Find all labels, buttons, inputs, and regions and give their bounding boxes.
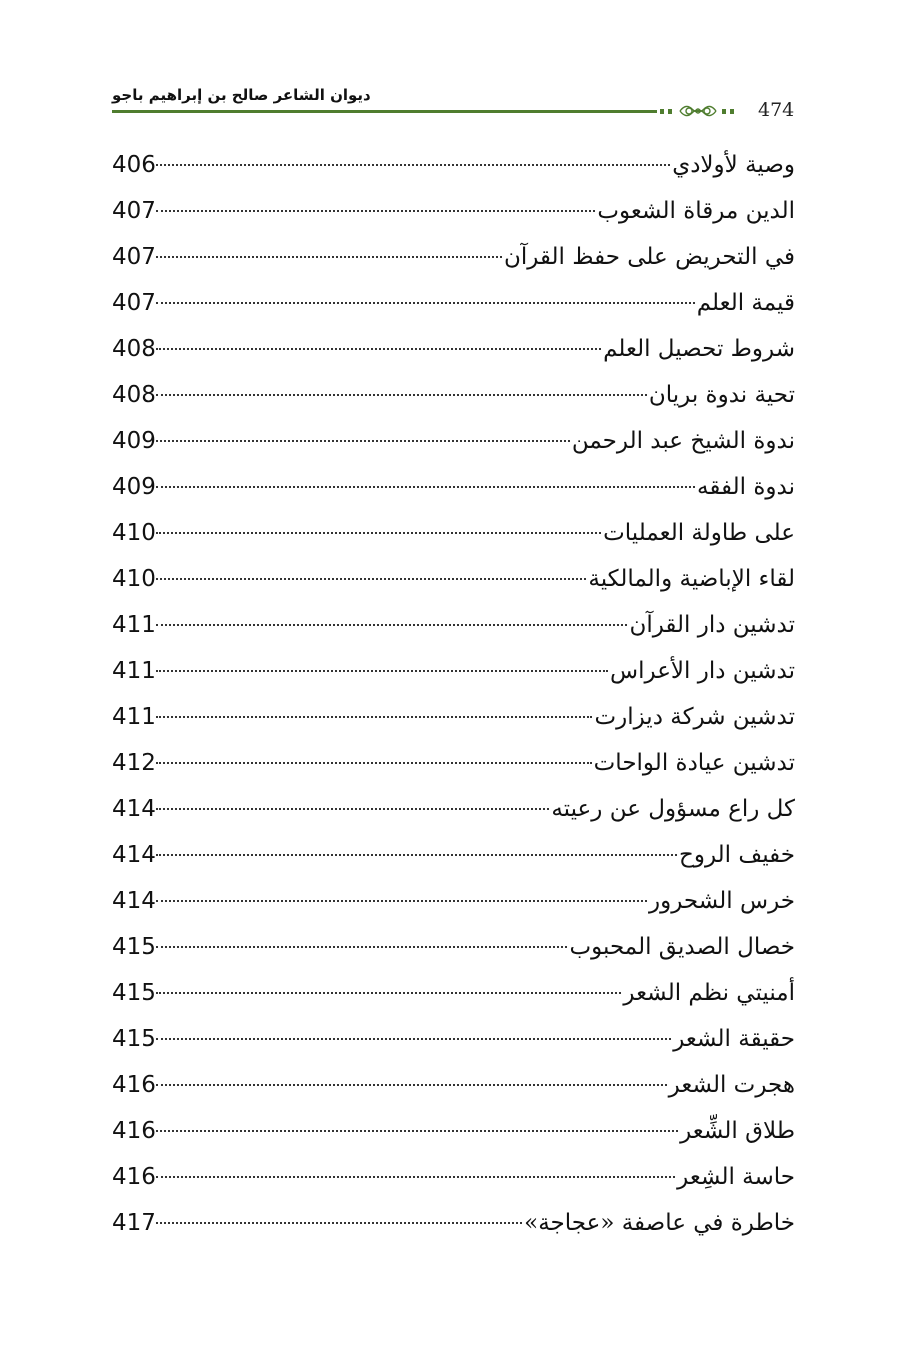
dot-leader (156, 1129, 678, 1132)
toc-entry-page: 417 (112, 1210, 156, 1236)
toc-entry-page: 416 (112, 1072, 156, 1098)
toc-entry-page: 416 (112, 1118, 156, 1144)
toc-entry-page: 414 (112, 888, 156, 914)
header-dashes-right (722, 109, 738, 114)
dot-leader (156, 531, 601, 534)
dot-leader (156, 209, 595, 212)
toc-entry (112, 786, 795, 832)
toc-entry-page: 408 (112, 336, 156, 362)
dot-leader (156, 761, 592, 764)
toc-entry-title: تدشين عيادة الواحات (593, 750, 795, 776)
toc-entry (112, 1016, 795, 1062)
toc-entry-title: تحية ندوة بريان (648, 382, 795, 408)
table-of-contents (112, 142, 795, 1246)
toc-entry-page: 412 (112, 750, 156, 776)
toc-entry-page: 415 (112, 934, 156, 960)
toc-entry (112, 234, 795, 280)
toc-entry-page: 408 (112, 382, 156, 408)
toc-entry-page: 411 (112, 704, 156, 730)
header-dashes-left (660, 109, 676, 114)
header-rule (112, 110, 657, 113)
dot-leader (156, 945, 567, 948)
dot-leader (156, 899, 647, 902)
toc-entry-title: تدشين دار القرآن (629, 612, 795, 638)
toc-entry-title: تدشين دار الأعراس (610, 658, 795, 684)
toc-entry (112, 602, 795, 648)
running-header (112, 80, 795, 126)
toc-entry-title: طلاق الشِّعر (680, 1118, 795, 1144)
toc-entry-page: 407 (112, 290, 156, 316)
dot-leader (156, 1083, 667, 1086)
dot-leader (156, 347, 601, 350)
toc-entry-title: على طاولة العمليات (603, 520, 795, 546)
toc-entry (112, 1108, 795, 1154)
page-number: 474 (758, 99, 795, 121)
toc-entry-title: خرس الشحرور (649, 888, 795, 914)
toc-entry (112, 970, 795, 1016)
book-title: ديوان الشاعر صالح بن إبراهيم باجو (112, 86, 371, 104)
toc-entry (112, 878, 795, 924)
toc-entry-page: 414 (112, 796, 156, 822)
toc-entry-page: 411 (112, 612, 156, 638)
toc-entry-title: خفيف الروح (679, 842, 795, 868)
toc-entry-page: 411 (112, 658, 156, 684)
dot-leader (156, 715, 592, 718)
toc-entry-title: ندوة الفقه (697, 474, 795, 500)
toc-entry-title: وصية لأولادي (672, 152, 795, 178)
toc-entry-title: لقاء الإباضية والمالكية (588, 566, 795, 592)
dot-leader (156, 669, 608, 672)
toc-entry (112, 464, 795, 510)
toc-entry-title: في التحريض على حفظ القرآن (503, 244, 795, 270)
toc-entry (112, 418, 795, 464)
toc-entry-title: حقيقة الشعر (673, 1026, 795, 1052)
toc-entry (112, 510, 795, 556)
dot-leader (156, 577, 586, 580)
toc-entry-page: 409 (112, 428, 156, 454)
toc-entry (112, 832, 795, 878)
dot-leader (156, 1221, 522, 1224)
dot-leader (156, 807, 549, 810)
dot-leader (156, 163, 670, 166)
toc-entry-page: 416 (112, 1164, 156, 1190)
toc-entry (112, 1154, 795, 1200)
dot-leader (156, 485, 695, 488)
toc-entry-title: قيمة العلم (696, 290, 795, 316)
toc-entry-title: شروط تحصيل العلم (603, 336, 795, 362)
toc-entry-page: 410 (112, 520, 156, 546)
toc-entry-page: 410 (112, 566, 156, 592)
toc-entry-page: 406 (112, 152, 156, 178)
dot-leader (156, 623, 627, 626)
toc-entry-title: تدشين شركة ديزارت (594, 704, 795, 730)
dot-leader (156, 255, 502, 258)
dot-leader (156, 853, 677, 856)
toc-entry-title: حاسة الشِعر (677, 1164, 795, 1190)
toc-entry-title: ندوة الشيخ عبد الرحمن (571, 428, 795, 454)
toc-entry-title: خصال الصديق المحبوب (569, 934, 795, 960)
dot-leader (156, 439, 570, 442)
toc-entry-title: كل راع مسؤول عن رعيته (551, 796, 795, 822)
toc-entry-page: 415 (112, 980, 156, 1006)
toc-entry-page: 407 (112, 198, 156, 224)
dot-leader (156, 393, 647, 396)
toc-entry (112, 188, 795, 234)
toc-entry-page: 407 (112, 244, 156, 270)
toc-entry-page: 415 (112, 1026, 156, 1052)
toc-entry (112, 740, 795, 786)
toc-entry (112, 694, 795, 740)
toc-entry-title: الدين مرقاة الشعوب (597, 198, 795, 224)
toc-entry-page: 409 (112, 474, 156, 500)
toc-entry (112, 280, 795, 326)
toc-entry-title: خاطرة في عاصفة «عجاجة» (524, 1210, 795, 1236)
toc-entry-page: 414 (112, 842, 156, 868)
toc-entry (112, 1062, 795, 1108)
dot-leader (156, 1175, 675, 1178)
toc-entry (112, 372, 795, 418)
toc-entry-title: هجرت الشعر (668, 1072, 795, 1098)
toc-entry-title: أمنيتي نظم الشعر (623, 980, 795, 1006)
toc-entry (112, 556, 795, 602)
ornament-icon (678, 99, 718, 123)
toc-entry (112, 648, 795, 694)
toc-entry (112, 924, 795, 970)
dot-leader (156, 1037, 671, 1040)
toc-entry (112, 1200, 795, 1246)
dot-leader (156, 991, 621, 994)
toc-entry (112, 326, 795, 372)
toc-entry (112, 142, 795, 188)
dot-leader (156, 301, 695, 304)
